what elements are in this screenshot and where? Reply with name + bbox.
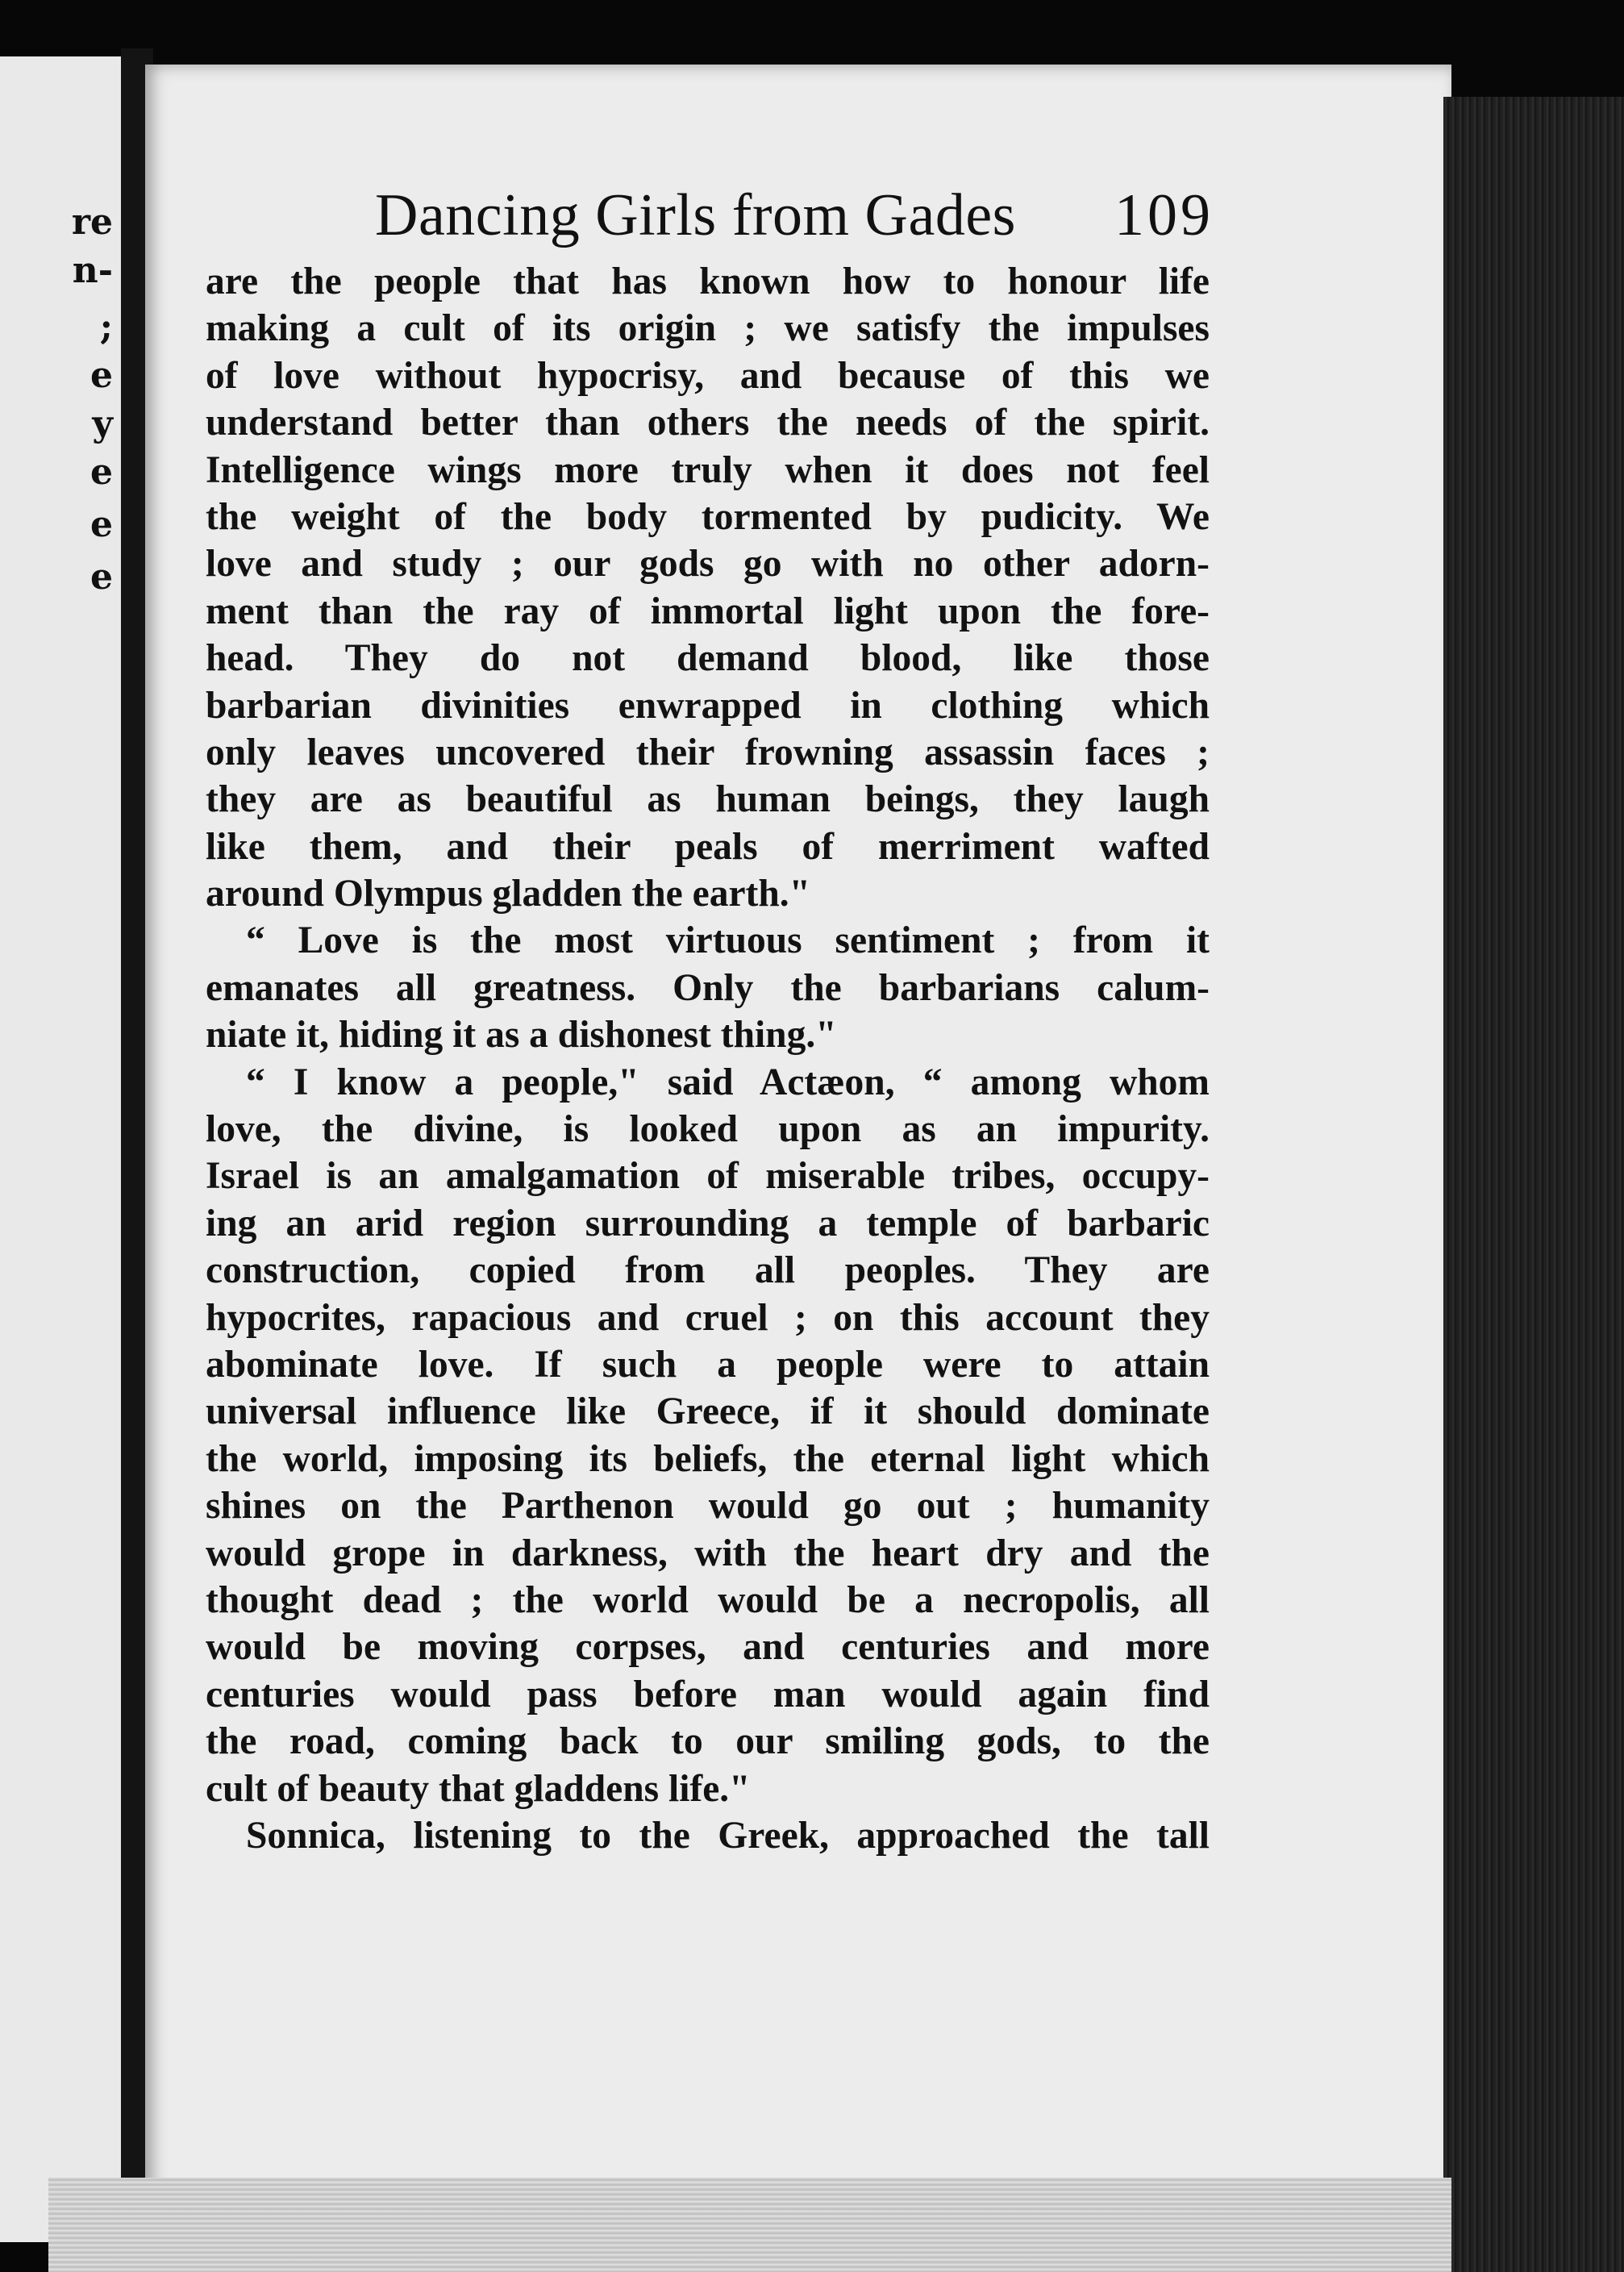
text-line: the weight of the body tormented by pudicity. We [206, 495, 1210, 538]
text-line: making a cult of its origin ; we satisfy the impulses [206, 307, 1210, 350]
text-line: thought dead ; the world would be a necropolis, all [206, 1578, 1210, 1621]
page-number: 109 [1114, 182, 1214, 248]
text-line: Sonnica, listening to the Greek, approached the tall [246, 1814, 1210, 1857]
body-text [206, 258, 1210, 1859]
text-line: are the people that has known how to honour life [206, 261, 1210, 302]
text-line: shines on the Parthenon would go out ; humanity [206, 1485, 1210, 1528]
text-line: “ I know a people," said Actæon, “ among whom [246, 1061, 1210, 1103]
text-line: Israel is an amalgamation of miserable tribes, occupy- [206, 1155, 1210, 1198]
text-line: they are as beautiful as human beings, they laugh [206, 778, 1210, 821]
text-line: would be moving corpses, and centuries and more [206, 1626, 1210, 1669]
text-line: “ Love is the most virtuous sentiment ; from it [246, 919, 1210, 962]
text-line: head. They do not demand blood, like those [206, 637, 1210, 680]
text-line: around Olympus gladden the earth." [206, 873, 811, 915]
left-facing-page [0, 56, 121, 2242]
text-line: universal influence like Greece, if it should dominate [206, 1390, 1210, 1433]
left-page-fragment: y [92, 403, 113, 444]
left-page-fragment: e [90, 504, 113, 545]
text-line: niate it, hiding it as a dishonest thing." [206, 1014, 837, 1057]
left-page-fragment: re [71, 202, 113, 243]
text-line: cult of beauty that gladdens life." [206, 1767, 751, 1810]
text-line: ment than the ray of immortal light upon the fore- [206, 590, 1210, 632]
text-line: of love without hypocrisy, and because of this we [206, 354, 1210, 397]
text-line: only leaves uncovered their frowning assassin faces ; [206, 731, 1210, 773]
text-line: abominate love. If such a people were to attain [206, 1343, 1210, 1386]
text-line: centuries would pass before man would again find [206, 1673, 1210, 1715]
running-title: Dancing Girls from Gades [375, 182, 1016, 248]
text-line: love and study ; our gods go with no other adorn- [206, 543, 1210, 586]
text-line: emanates all greatness. Only the barbarians calum- [206, 966, 1210, 1009]
left-page-fragment: e [90, 355, 113, 396]
text-line: understand better than others the needs of the spirit. [206, 402, 1210, 444]
left-page-fragment: e [90, 557, 113, 598]
left-page-fragment: ; [99, 306, 113, 348]
text-line: Intelligence wings more truly when it does not feel [206, 448, 1210, 491]
running-header [375, 181, 1214, 250]
left-page-fragment: e [90, 452, 113, 493]
bottom-page-edge [48, 2178, 1451, 2272]
text-line: the world, imposing its beliefs, the eternal light which [206, 1437, 1210, 1480]
left-page-fragment: n- [72, 250, 113, 291]
text-line: would grope in darkness, with the heart dry and the [206, 1532, 1210, 1574]
text-line: hypocrites, rapacious and cruel ; on this account they [206, 1296, 1210, 1339]
text-line: like them, and their peals of merriment wafted [206, 825, 1210, 868]
text-line: the road, coming back to our smiling gods, to the [206, 1720, 1210, 1763]
text-line: construction, copied from all peoples. They are [206, 1249, 1210, 1292]
text-line: barbarian divinities enwrapped in clothing which [206, 684, 1210, 727]
text-line: ing an arid region surrounding a temple of barbaric [206, 1202, 1210, 1244]
page-edge [1443, 97, 1624, 2272]
text-line: love, the divine, is looked upon as an impurity. [206, 1108, 1210, 1151]
